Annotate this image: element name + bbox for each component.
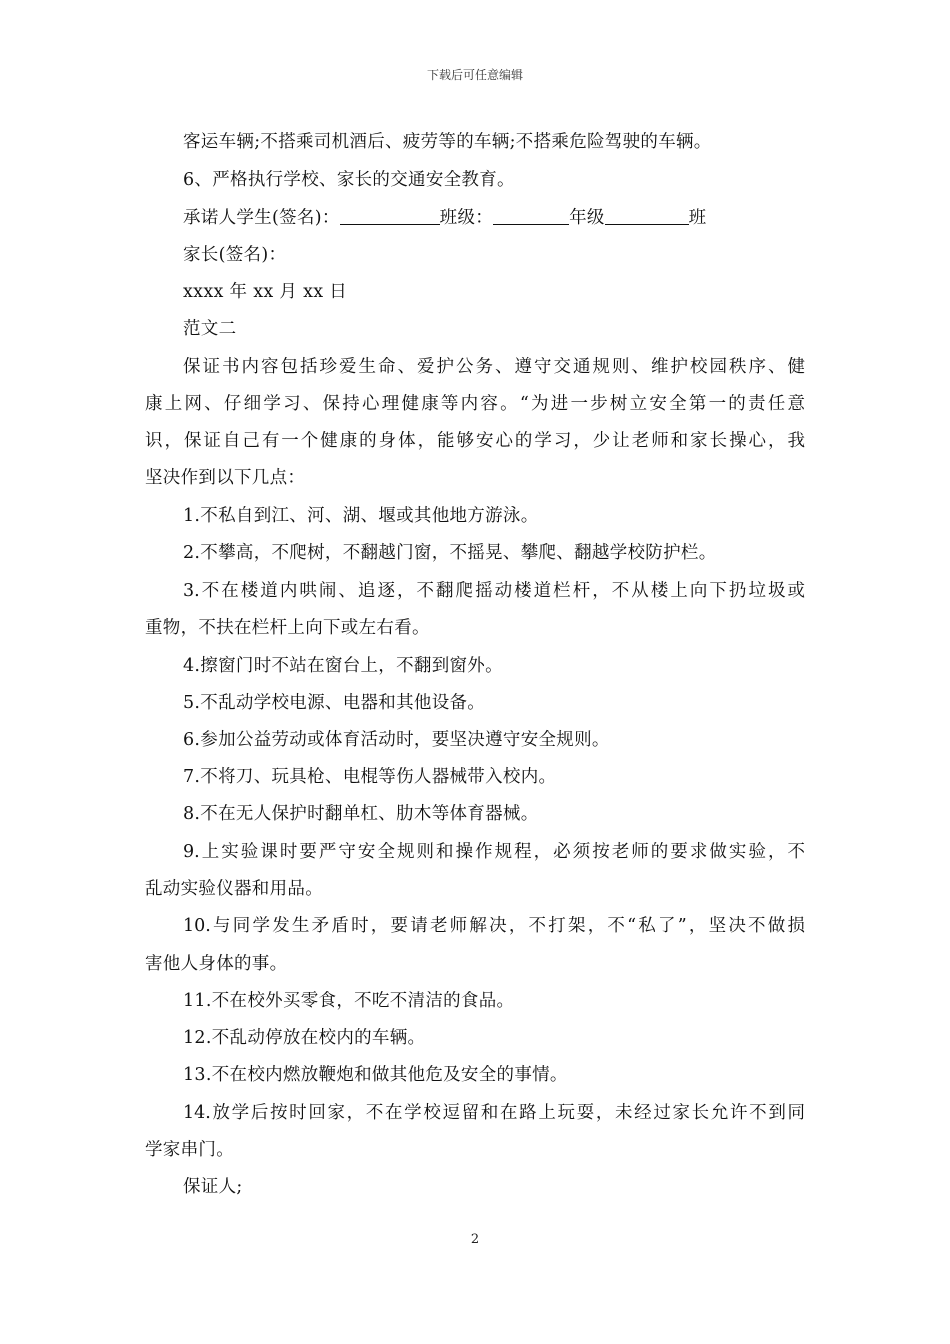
list-item: 3.不在楼道内哄闹、追逐，不翻爬摇动楼道栏杆，不从楼上向下扔垃圾或 (183, 581, 805, 601)
student-signature-blank (340, 208, 440, 225)
signature-line (183, 204, 706, 229)
class-blank (493, 208, 569, 225)
list-item: 2.不攀高，不爬树，不翻越门窗，不摇晃、攀爬、翻越学校防护栏。 (183, 543, 717, 563)
student-signature-label: 承诺人学生(签名)： (183, 208, 340, 228)
date-line: xxxx 年 xx 月 xx 日 (183, 282, 348, 302)
text-line: 6、严格执行学校、家长的交通安全教育。 (183, 170, 515, 190)
list-item-continuation: 害他人身体的事。 (145, 954, 288, 974)
class-suffix: 班 (688, 208, 707, 228)
list-item: 6.参加公益劳动或体育活动时，要坚决遵守安全规则。 (183, 730, 610, 750)
list-item: 1.不私自到江、河、湖、堰或其他地方游泳。 (183, 506, 539, 526)
header-note: 下载后可任意编辑 (426, 68, 523, 82)
grade-blank (605, 208, 689, 225)
list-item: 9.上实验课时要严守安全规则和操作规程，必须按老师的要求做实验，不 (183, 842, 805, 862)
list-item: 4.擦窗门时不站在窗台上，不翻到窗外。 (183, 656, 503, 676)
list-item: 11.不在校外买零食，不吃不清洁的食品。 (183, 991, 515, 1011)
paragraph-line: 坚决作到以下几点： (145, 468, 306, 488)
paragraph-line: 康上网、仔细学习、保持心理健康等内容。“为进一步树立安全第一的责任意 (145, 394, 805, 414)
section-title: 范文二 (183, 319, 237, 339)
list-item: 10.与同学发生矛盾时，要请老师解决，不打架，不“私了”，坚决不做损 (183, 916, 805, 936)
list-item-continuation: 学家串门。 (145, 1140, 234, 1160)
text-line: 客运车辆;不搭乘司机酒后、疲劳等的车辆;不搭乘危险驾驶的车辆。 (183, 132, 712, 152)
class-label: 班级： (439, 208, 494, 228)
list-item: 12.不乱动停放在校内的车辆。 (183, 1028, 426, 1048)
list-item-continuation: 乱动实验仪器和用品。 (145, 879, 323, 899)
list-item: 14.放学后按时回家，不在学校逗留和在路上玩耍，未经过家长允许不到同 (183, 1103, 805, 1123)
list-item: 13.不在校内燃放鞭炮和做其他危及安全的事情。 (183, 1065, 568, 1085)
page-number: 2 (470, 1232, 480, 1247)
list-item: 8.不在无人保护时翻单杠、肋木等体育器械。 (183, 804, 539, 824)
list-item: 5.不乱动学校电源、电器和其他设备。 (183, 693, 486, 713)
paragraph-line: 保证书内容包括珍爱生命、爱护公务、遵守交通规则、维护校园秩序、健 (183, 357, 805, 377)
list-item: 7.不将刀、玩具枪、电棍等伤人器械带入校内。 (183, 767, 557, 787)
parent-signature-label: 家长(签名)： (183, 245, 287, 265)
grade-label: 年级 (569, 208, 605, 228)
list-item-continuation: 重物，不扶在栏杆上向下或左右看。 (145, 618, 430, 638)
paragraph-line: 识，保证自己有一个健康的身体，能够安心的学习，少让老师和家长操心，我 (145, 431, 805, 451)
guarantor-label: 保证人; (183, 1177, 243, 1197)
